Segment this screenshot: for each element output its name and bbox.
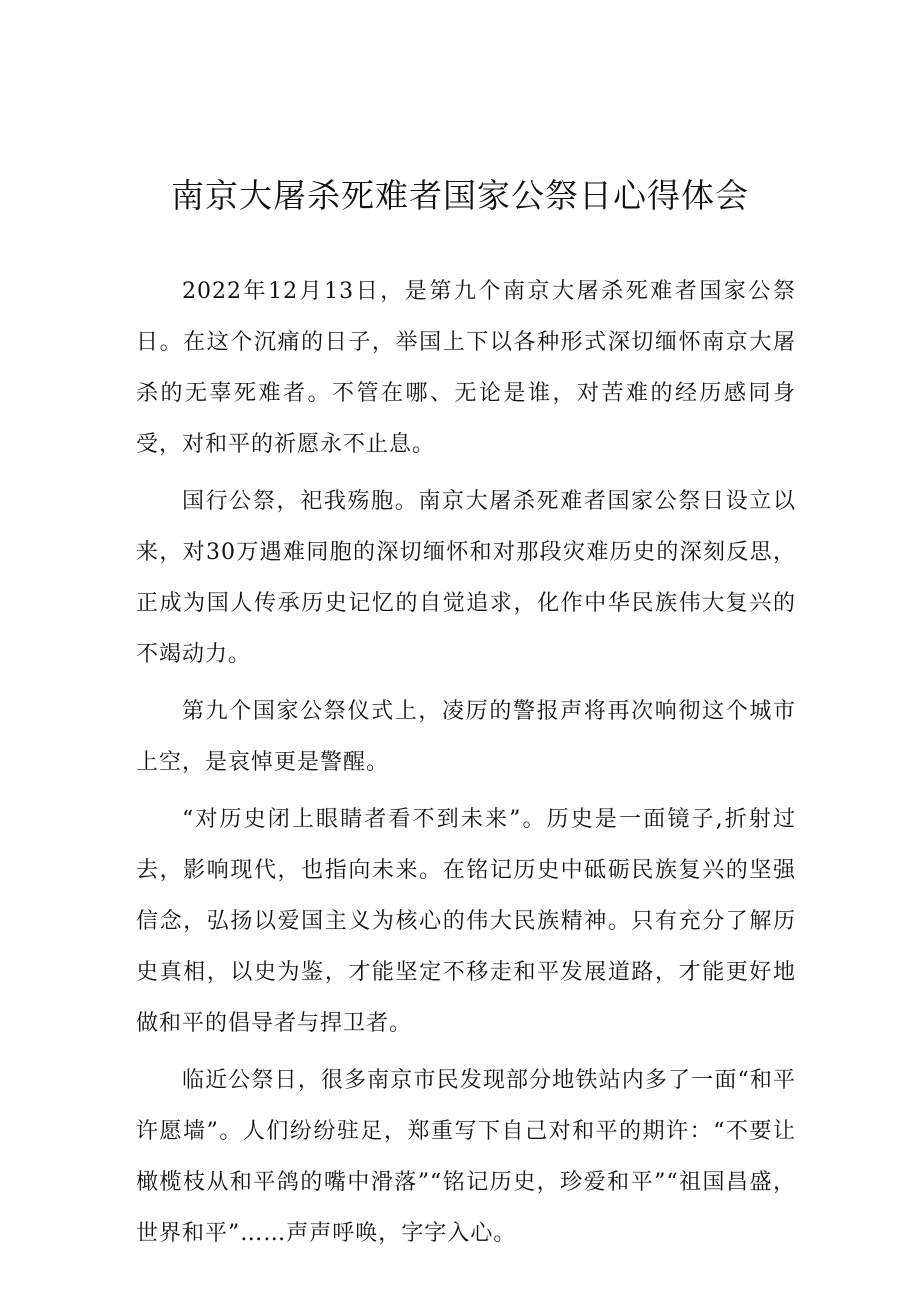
paragraph-5: 临近公祭日，很多南京市民发现部分地铁站内多了一面“和平许愿墙”。人们纷纷驻足，郑重写下自己对和平的期许：“不要让橄榄枝从和平鸽的嘴中滑落”“铭记历史，珍爱和平”“祖国昌盛，世界和平”……声声呼唤，字字入心。 xyxy=(136,1068,796,1246)
paragraph-3: 第九个国家公祭仪式上，凌厉的警报声将再次响彻这个城市上空，是哀悼更是警醒。 xyxy=(136,699,796,775)
document-title: 南京大屠杀死难者国家公祭日心得体会 xyxy=(171,176,749,215)
paragraph-2: 国行公祭，祀我殇胞。南京大屠杀死难者国家公祭日设立以来，对30万遇难同胞的深切缅怀和对那段灾难历史的深刻反思，正成为国人传承历史记忆的自觉追求，化作中华民族伟大复兴的不竭动力。 xyxy=(136,489,796,667)
document-body xyxy=(136,266,796,1265)
paragraph-4: “对历史闭上眼睛者看不到未来”。历史是一面镜子,折射过去，影响现代，也指向未来。在铭记历史中砥砺民族复兴的坚强信念，弘扬以爱国主义为核心的伟大民族精神。只有充分了解历史真相，以史为鉴，才能坚定不移走和平发展道路，才能更好地做和平的倡导者与捍卫者。 xyxy=(136,807,796,1036)
paragraph-1: 2022年12月13日，是第九个南京大屠杀死难者国家公祭日。在这个沉痛的日子，举国上下以各种形式深切缅怀南京大屠杀的无辜死难者。不管在哪、无论是谁，对苦难的经历感同身受，对和平的祈愿永不止息。 xyxy=(136,279,796,457)
